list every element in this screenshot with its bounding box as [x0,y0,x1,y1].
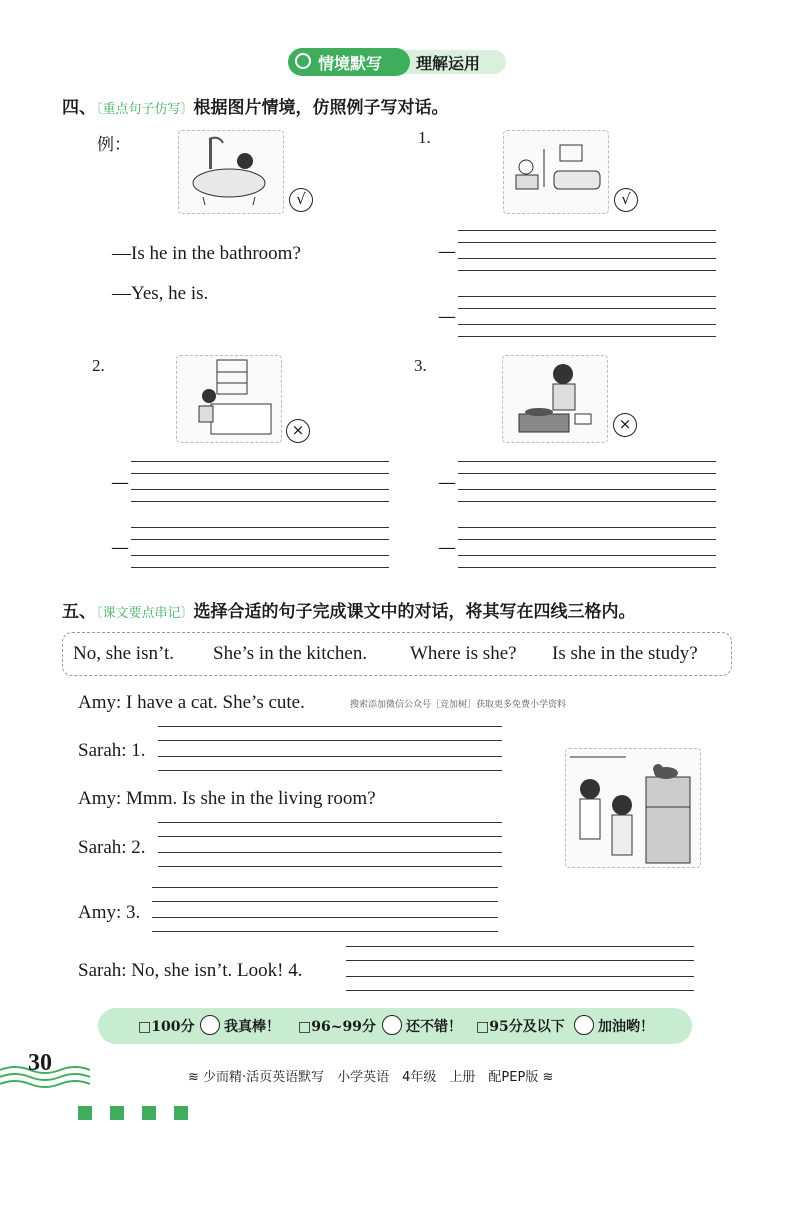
dialogue-sarah-2: Sarah: 2. [78,837,146,858]
score-option-100[interactable]: □100分 [138,1019,195,1035]
green-square [142,1106,156,1120]
section4-tag: 〔重点句子仿写〕 [96,102,194,117]
options-box [62,632,732,676]
section-banner [288,48,506,76]
self-assessment-bar [98,1008,692,1044]
check-mark-item1: √ [614,188,638,212]
check-mark-example: √ [289,188,313,212]
living-room-illustration [504,131,608,213]
watermark-text: 搜索添加微信公众号［竞加树］获取更多免费小学资料 [350,700,567,710]
study-picture [176,355,282,443]
section4-instruction: 根据图片情境，仿照例子写对话。 [193,98,449,118]
green-square [174,1106,188,1120]
dash-item3-a: — [438,537,456,558]
item3-number: 3. [414,356,427,375]
example-question: —Is he in the bathroom? [112,243,301,264]
page-number: 30 [28,1050,52,1076]
option-1: No, she isn’t. [73,643,174,664]
score-text-96-99: 还不错！ [406,1019,462,1035]
option-2: She’s in the kitchen. [213,643,368,664]
score-option-95-below[interactable]: □95分及以下 [476,1019,565,1035]
score-text-95-below: 加油哟！ [598,1019,654,1035]
medal-icon [295,53,311,69]
dash-item1-a: — [438,306,456,327]
study-illustration [177,356,281,442]
cross-mark-item2: × [286,419,310,443]
dialogue-sarah-1: Sarah: 1. [78,740,146,761]
section5-instruction: 选择合适的句子完成课文中的对话，将其写在四线三格内。 [193,602,636,622]
girls-cat-illustration [566,749,700,867]
section5-tag: 〔课文要点串记〕 [96,606,194,621]
score-option-96-99[interactable]: □96~99分 [298,1019,376,1035]
green-square [78,1106,92,1120]
dialogue-amy-3: Amy: 3. [78,902,141,923]
green-square [110,1106,124,1120]
item1-number: 1. [418,128,431,147]
dash-item2-a: — [111,537,129,558]
example-answer: —Yes, he is. [112,283,209,304]
living-room-picture [503,130,609,214]
dash-item1-q: — [438,241,456,262]
item2-number: 2. [92,356,105,375]
section4-number: 四、 [62,98,96,118]
option-4: Is she in the study? [552,643,698,664]
section5-number: 五、 [62,602,96,622]
bathtub-illustration [179,131,283,213]
kitchen-illustration [503,356,607,442]
cross-mark-item3: × [613,413,637,437]
book-info: ≋ 少而精·活页英语默写 小学英语 4年级 上册 配PEP版 ≋ [188,1070,554,1085]
option-3: Where is she? [410,643,517,664]
dash-item2-q: — [111,472,129,493]
cat-kitchen-picture [565,748,701,868]
smile-face-icon [382,1015,402,1035]
section4-title [62,93,449,118]
bathroom-picture [178,130,284,214]
example-label: 例： [97,135,131,155]
kitchen-picture [502,355,608,443]
score-text-100: 我真棒！ [224,1019,280,1035]
cheer-face-icon [574,1015,594,1035]
banner-tag: 情境默写 [318,54,383,73]
section5-title [62,597,636,622]
dialogue-sarah-3: Sarah: No, she isn’t. Look! 4. [78,960,303,981]
dialogue-amy-2: Amy: Mmm. Is she in the living room? [78,788,376,809]
banner-subtitle: 理解运用 [416,54,481,73]
dialogue-amy-1: Amy: I have a cat. She’s cute. [78,692,305,713]
dash-item3-q: — [438,472,456,493]
happy-face-icon [200,1015,220,1035]
